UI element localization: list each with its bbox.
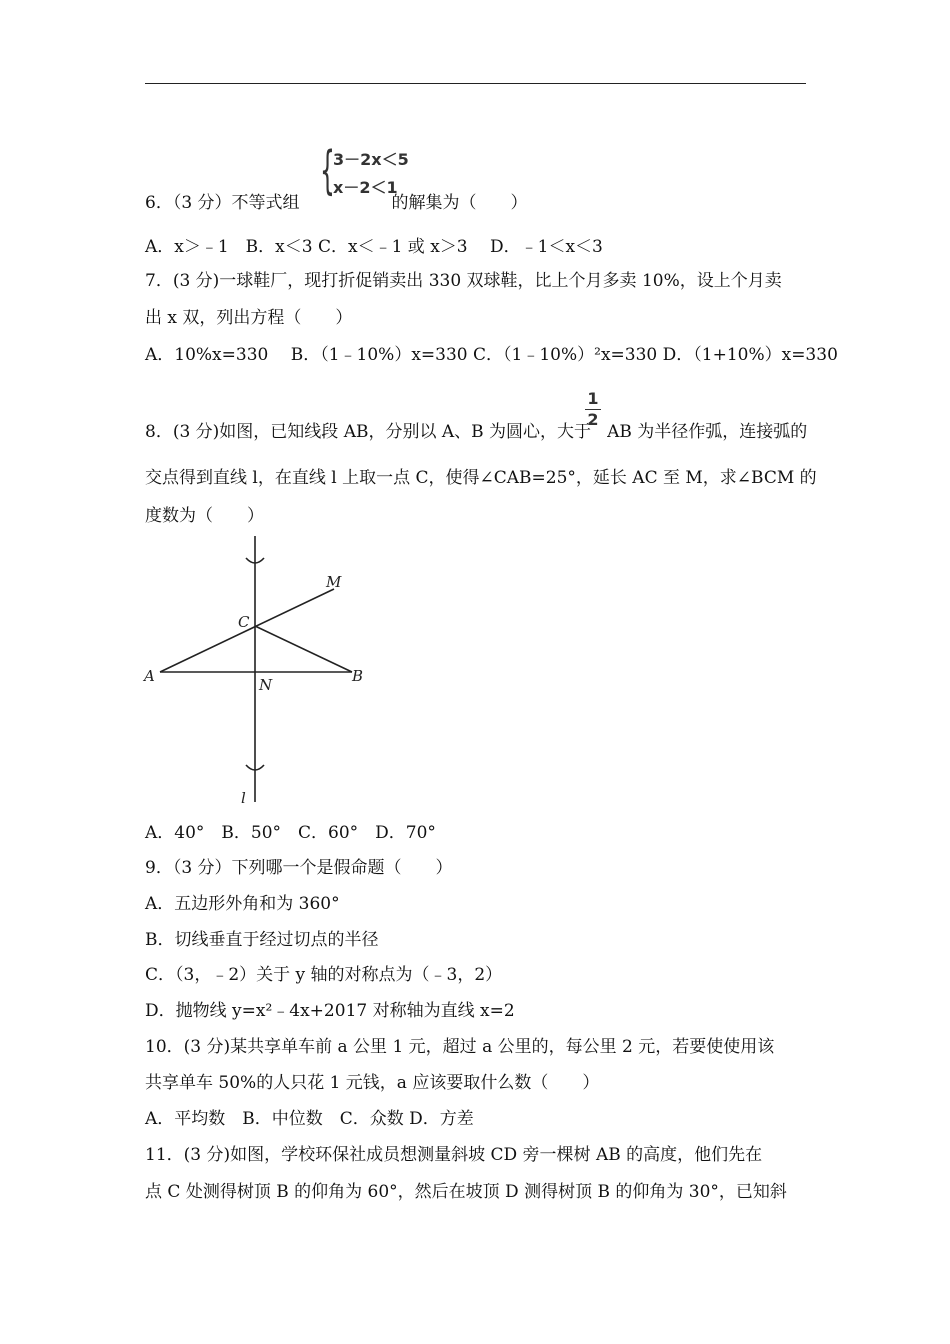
q8-line-3: 度数为（ ）: [145, 506, 264, 526]
label-a: A: [144, 667, 155, 685]
inequality-1: 3－2x＜5: [333, 150, 409, 169]
fraction-numerator: 1: [587, 389, 599, 408]
label-m: M: [326, 573, 342, 591]
q6-suffix: 的解集为（ ）: [391, 193, 528, 213]
label-n: N: [259, 676, 273, 694]
q10-options: A．平均数 B．中位数 C．众数 D．方差: [145, 1109, 474, 1129]
q9-option-a: A．五边形外角和为 360°: [145, 894, 340, 914]
q9-option-b: B．切线垂直于经过切点的半径: [145, 930, 379, 950]
label-l: l: [241, 789, 246, 807]
q8-line-2: 交点得到直线 l，在直线 l 上取一点 C，使得∠CAB=25°，延长 AC 至 M，求∠BCM 的: [145, 468, 817, 488]
q8-line-1: [145, 421, 807, 443]
label-b: B: [352, 667, 364, 685]
fraction-denominator: 2: [587, 410, 599, 429]
q10-line-2: 共享单车 50%的人只花 1 元钱，a 应该要取什么数（ ）: [145, 1073, 600, 1093]
q6-stem: [145, 192, 528, 214]
inequality-2: x－2＜1: [333, 178, 398, 197]
q9-option-c: C．（3，﹣2）关于 y 轴的对称点为（﹣3，2）: [145, 965, 503, 985]
q9-option-d: D．抛物线 y=x²﹣4x+2017 对称轴为直线 x=2: [145, 1001, 515, 1021]
q11-line-2: 点 C 处测得树顶 B 的仰角为 60°，然后在坡顶 D 测得树顶 B 的仰角为 30°，已知斜: [145, 1182, 787, 1202]
q7-line-2: 出 x 双，列出方程（ ）: [145, 308, 353, 328]
q6-prefix: 6．（3 分）不等式组: [145, 193, 300, 213]
q6-options: A．x＞﹣1 B．x＜3 C．x＜﹣1 或 x＞3 D．﹣1＜x＜3: [145, 237, 603, 257]
q7-options: A．10%x=330 B．（1﹣10%）x=330 C．（1﹣10%）²x=330 D．（1+10%）x=330: [145, 345, 838, 365]
q10-line-1: 10．(3 分)某共享单车前 a 公里 1 元，超过 a 公里的，每公里 2 元，若要使使用该: [145, 1037, 775, 1057]
geometry-figure: [138, 532, 378, 812]
q7-line-1: 7．(3 分)一球鞋厂，现打折促销卖出 330 双球鞋，比上个月多卖 10%，设上个月卖: [145, 271, 782, 291]
q9-stem: 9．（3 分）下列哪一个是假命题（ ）: [145, 858, 453, 878]
brace-icon: {: [320, 141, 335, 201]
label-c: C: [238, 613, 250, 631]
header-rule: [145, 83, 806, 84]
q8-options: A．40° B．50° C．60° D．70°: [145, 823, 436, 843]
q8-line-1b: AB 为半径作弧，连接弧的: [607, 422, 808, 442]
q11-line-1: 11．(3 分)如图，学校环保社成员想测量斜坡 CD 旁一棵树 AB 的高度，他们先在: [145, 1145, 763, 1165]
segment-cb: [255, 626, 352, 672]
q8-line-1a: 8．(3 分)如图，已知线段 AB，分别以 A、B 为圆心，大于: [145, 422, 592, 442]
